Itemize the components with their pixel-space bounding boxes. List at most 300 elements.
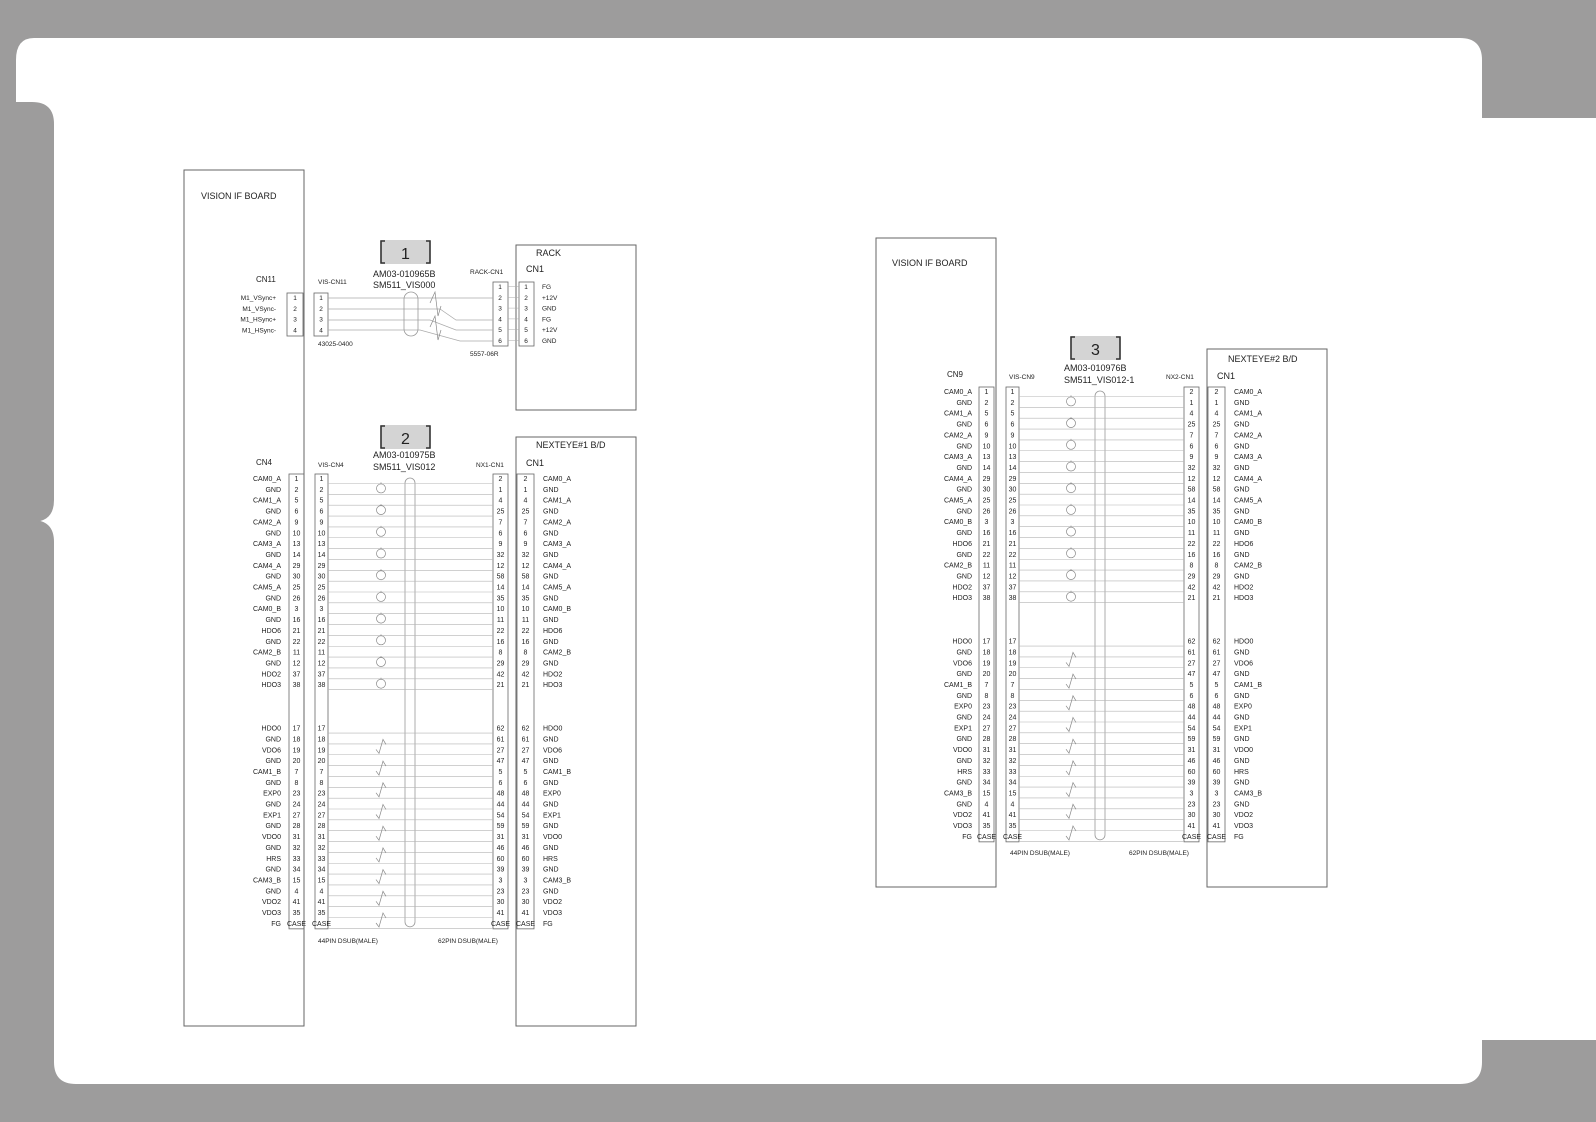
left-signal-label: GND — [265, 530, 281, 538]
left-signal-label: GND — [956, 573, 972, 581]
right-cable-pin-number: 59 — [496, 823, 505, 831]
right-signal-label: FG — [1234, 833, 1244, 841]
right-cable-pin-number: 27 — [496, 747, 505, 755]
left-cable-connector-label: VIS-CN11 — [318, 279, 347, 286]
right-signal-label: CAM5_A — [1234, 497, 1263, 505]
rack-cn1-signal-label: +12V — [542, 327, 558, 335]
cable-number: 3 — [1091, 342, 1100, 359]
right-signal-label: VDO0 — [543, 834, 563, 842]
left-signal-label: CAM4_A — [943, 475, 972, 483]
left-cable-pin-number: 29 — [1008, 475, 1017, 483]
left-pin-number: 5 — [294, 497, 299, 505]
left-pin-number: 41 — [982, 812, 991, 820]
left-cable-pin-number: 33 — [317, 855, 326, 863]
right-pin-number: 7 — [523, 519, 528, 527]
right-cable-pin-number: 14 — [1187, 497, 1196, 505]
left-pin-number: 29 — [292, 562, 301, 570]
right-signal-label: HDO6 — [543, 627, 563, 635]
right-pin-number: 12 — [521, 562, 530, 570]
left-cable-pin-number: 4 — [1010, 801, 1015, 809]
left-cable-pin-number: 3 — [1010, 519, 1015, 527]
right-cable-pin-number: 62 — [496, 725, 505, 733]
nexteye2-title: NEXTEYE#2 B/D — [1228, 354, 1298, 364]
right-signal-label: CAM0_A — [1234, 389, 1263, 396]
left-signal-label: GND — [265, 617, 281, 625]
cn11-signal-label: M1_VSync- — [242, 305, 276, 313]
right-pin-number: 60 — [1212, 768, 1221, 776]
right-cable-pin-number: 6 — [1189, 692, 1194, 700]
left-pin-number: 12 — [292, 660, 301, 668]
left-pin-number: 2 — [984, 399, 989, 407]
left-pin-number: 18 — [982, 649, 991, 657]
left-signal-label: CAM1_A — [943, 410, 972, 418]
right-pin-number: 3 — [1214, 790, 1219, 798]
right-signal-label: EXP1 — [543, 812, 561, 820]
left-signal-label: VDO6 — [261, 747, 281, 755]
left-pin-number: CASE — [976, 833, 997, 841]
left-signal-label: CAM3_A — [943, 454, 972, 462]
left-cable-pin-number: 41 — [1008, 812, 1017, 820]
right-signal-label: GND — [543, 736, 559, 744]
right-pin-number: 62 — [521, 725, 530, 733]
left-pin-number: 35 — [292, 910, 301, 917]
left-cable-pin-number: 8 — [1010, 692, 1015, 700]
left-cable-pin-number: 27 — [1008, 725, 1017, 733]
left-signal-label: CAM0_A — [252, 476, 281, 483]
right-pin-number: 58 — [521, 573, 530, 581]
left-pin-number: 24 — [982, 714, 991, 722]
left-signal-label: GND — [265, 486, 281, 494]
right-pin-number: 22 — [521, 627, 530, 635]
cn11-signal-label: M1_HSync- — [242, 327, 276, 335]
left-signal-label: CAM1_B — [252, 768, 281, 776]
left-signal-label: VDO0 — [952, 747, 972, 755]
rack-cn1-signal-label: +12V — [542, 294, 558, 302]
right-signal-label: EXP1 — [1234, 725, 1252, 733]
right-pin-number: 47 — [1212, 671, 1221, 679]
right-pin-number: 16 — [1212, 551, 1221, 559]
right-signal-label: GND — [543, 866, 559, 874]
left-cable-pin-number: 30 — [1008, 486, 1017, 494]
left-pin-number: 27 — [982, 725, 991, 733]
left-signal-label: GND — [265, 823, 281, 831]
left-signal-label: CAM3_A — [252, 541, 281, 549]
right-signal-label: GND — [1234, 530, 1250, 538]
right-signal-label: VDO0 — [1234, 747, 1254, 755]
left-pin-number: 41 — [292, 899, 301, 907]
left-cable-pin-number: 23 — [317, 790, 326, 798]
right-signal-label: CAM0_A — [543, 476, 572, 483]
right-signal-label: GND — [1234, 736, 1250, 744]
left-signal-label: CAM5_A — [943, 497, 972, 505]
right-pin-number: 9 — [523, 541, 528, 549]
rack-cn1-cable-pin-number: 6 — [498, 338, 502, 345]
right-signal-label: CAM2_A — [1234, 432, 1263, 440]
left-signal-label: EXP0 — [263, 790, 281, 798]
right-pin-number: 27 — [521, 747, 530, 755]
right-signal-label: GND — [543, 888, 559, 896]
left-pin-number: 22 — [982, 551, 991, 559]
left-cable-pin-number: 19 — [317, 747, 326, 755]
right-pin-number: 2 — [1214, 389, 1219, 396]
left-pin-number: 20 — [982, 671, 991, 679]
right-pin-number: 25 — [521, 508, 530, 516]
right-signal-label: GND — [1234, 421, 1250, 429]
right-pin-number: 23 — [521, 888, 530, 896]
right-signal-label: GND — [543, 486, 559, 494]
right-pin-number: 10 — [1212, 519, 1221, 527]
left-cable-pin-number: 21 — [317, 627, 326, 635]
left-cable-pin-number: 38 — [1008, 595, 1017, 603]
right-pin-number: 31 — [1212, 747, 1221, 755]
left-cable-connector-label: VIS-CN9 — [1009, 374, 1035, 381]
right-cable-pin-number: 7 — [498, 519, 503, 527]
left-pin-number: 10 — [982, 443, 991, 451]
right-cable-connector-label: NX2-CN1 — [1166, 374, 1194, 381]
left-cable-pin-number: 10 — [317, 530, 326, 538]
left-signal-label: GND — [265, 595, 281, 603]
board-title: VISION IF BOARD — [892, 258, 968, 268]
left-cable-pin-number: 34 — [317, 866, 326, 874]
right-signal-label: VDO2 — [543, 899, 563, 907]
cable-model: SM511_VIS000 — [373, 280, 436, 290]
right-signal-label: GND — [1234, 671, 1250, 679]
left-pin-number: 25 — [292, 584, 301, 592]
left-pin-number: 18 — [292, 736, 301, 744]
cable-model: SM511_VIS012-1 — [1064, 375, 1135, 385]
rack-connector-label: CN1 — [526, 264, 545, 274]
left-signal-label: GND — [265, 758, 281, 766]
right-cable-pin-number: 10 — [496, 606, 505, 614]
left-cable-pin-number: 35 — [1008, 823, 1017, 830]
right-signal-label: GND — [1234, 443, 1250, 451]
left-pin-number: 32 — [292, 844, 301, 852]
left-pin-number: 28 — [292, 823, 301, 831]
left-signal-label: CAM1_B — [943, 681, 972, 689]
left-pin-number: 30 — [982, 486, 991, 494]
left-signal-label: CAM3_B — [252, 877, 281, 885]
right-pin-number: 7 — [1214, 432, 1219, 440]
right-cable-pin-number: 39 — [496, 866, 505, 874]
left-signal-label: CAM2_A — [943, 432, 972, 440]
right-pin-number: CASE — [515, 920, 536, 928]
right-cable-pin-number: 10 — [1187, 519, 1196, 527]
left-cable-pin-number: 1 — [1010, 389, 1015, 396]
left-pin-number: CASE — [286, 920, 307, 928]
right-pin-number: 6 — [523, 530, 528, 538]
right-pin-number: 29 — [521, 660, 530, 668]
right-pin-number: 6 — [523, 779, 528, 787]
left-signal-label: VDO2 — [261, 899, 281, 907]
right-signal-label: HDO0 — [543, 725, 563, 733]
right-pin-number: 27 — [1212, 660, 1221, 668]
left-connector-label: CN11 — [256, 275, 276, 284]
left-pin-number: 31 — [982, 747, 991, 755]
left-cable-pin-number: 35 — [317, 910, 326, 917]
left-signal-label: GND — [265, 660, 281, 668]
right-pin-number: 41 — [1212, 823, 1221, 830]
right-pin-number: 46 — [521, 844, 530, 852]
left-cable-pin-number: 27 — [317, 812, 326, 820]
left-signal-label: GND — [265, 801, 281, 809]
right-pin-number: 4 — [1214, 410, 1219, 418]
right-pin-number: 35 — [1212, 508, 1221, 516]
left-pin-number: 19 — [292, 747, 301, 755]
right-pin-number: 54 — [521, 812, 530, 820]
vis-cn11-pin-number: 4 — [319, 327, 323, 335]
right-signal-label: GND — [543, 801, 559, 809]
left-signal-label: GND — [956, 649, 972, 657]
right-pin-number: 5 — [523, 768, 528, 776]
left-signal-label: VDO0 — [261, 834, 281, 842]
left-signal-label: EXP1 — [263, 812, 281, 820]
right-pin-number: 61 — [1212, 649, 1221, 657]
left-pin-number: 21 — [292, 627, 301, 635]
right-pin-number: 22 — [1212, 540, 1221, 548]
right-pin-number: 10 — [521, 606, 530, 614]
right-cable-pin-number: 6 — [498, 779, 503, 787]
left-cable-pin-number: 3 — [319, 606, 324, 614]
left-cable-pin-number: 5 — [319, 497, 324, 505]
rack-cn1-pin-number: 2 — [524, 294, 528, 302]
right-pin-number: 30 — [1212, 812, 1221, 820]
rack-cn1-pin-number: 3 — [524, 305, 528, 313]
right-signal-label: HDO0 — [1234, 638, 1254, 646]
rack-cn1-cable-pin-number: 1 — [498, 284, 502, 291]
left-cable-pin-number: 2 — [1010, 399, 1015, 407]
right-signal-label: HDO3 — [543, 682, 563, 690]
left-signal-label: HDO6 — [952, 540, 972, 548]
left-pin-number: 26 — [292, 595, 301, 603]
right-signal-label: GND — [1234, 399, 1250, 407]
rack-cn1-cable-pin-number: 2 — [498, 294, 502, 302]
right-signal-label: GND — [1234, 801, 1250, 809]
left-cable-pin-number: 15 — [1008, 790, 1017, 798]
right-pin-number: 62 — [1212, 638, 1221, 646]
right-pin-number: 47 — [521, 758, 530, 766]
left-cable-pin-number: 11 — [1008, 562, 1017, 570]
left-cable-pin-number: 4 — [319, 888, 324, 896]
right-cable-pin-number: 27 — [1187, 660, 1196, 668]
right-signal-label: HRS — [1234, 768, 1249, 776]
right-signal-label: GND — [543, 758, 559, 766]
cable-number: 1 — [401, 246, 410, 263]
left-cable-pin-number: CASE — [1002, 833, 1023, 841]
left-pin-number: 29 — [982, 475, 991, 483]
right-cable-pin-number: 46 — [496, 844, 505, 852]
right-signal-label: GND — [1234, 692, 1250, 700]
left-cable-pin-number: 19 — [1008, 660, 1017, 668]
right-cable-pin-number: 54 — [496, 812, 505, 820]
right-cable-pin-number: 6 — [498, 530, 503, 538]
right-cable-pin-number: 58 — [496, 573, 505, 581]
right-signal-label: GND — [543, 530, 559, 538]
left-signal-label: VDO6 — [952, 660, 972, 668]
left-pin-number: 4 — [294, 888, 299, 896]
right-signal-label: HDO2 — [1234, 584, 1254, 592]
right-cable-pin-number: CASE — [490, 920, 511, 928]
left-signal-label: GND — [956, 486, 972, 494]
right-cable-pin-number: 59 — [1187, 736, 1196, 744]
right-pin-number: 42 — [521, 671, 530, 679]
left-pin-number: 21 — [982, 540, 991, 548]
left-signal-label: EXP1 — [954, 725, 972, 733]
left-cable-pin-number: 6 — [1010, 421, 1015, 429]
left-pin-number: 6 — [294, 508, 299, 516]
left-cable-pin-number: 32 — [1008, 757, 1017, 765]
right-cable-pin-number: 21 — [1187, 595, 1196, 603]
right-pin-number: 48 — [1212, 703, 1221, 711]
left-pin-number: 14 — [292, 551, 301, 559]
right-signal-label: GND — [1234, 779, 1250, 787]
left-pin-number: 37 — [292, 671, 301, 679]
left-pin-number: 8 — [294, 779, 299, 787]
right-signal-label: CAM5_A — [543, 584, 572, 592]
right-cable-pin-number: 35 — [496, 595, 505, 603]
left-pin-number: 20 — [292, 758, 301, 766]
left-pin-number: 34 — [292, 866, 301, 874]
left-cable-pin-number: 16 — [1008, 530, 1017, 538]
left-cable-pin-number: 31 — [1008, 747, 1017, 755]
right-signal-label: HRS — [543, 855, 558, 863]
right-cable-pin-number: 23 — [496, 888, 505, 896]
right-pin-number: 61 — [521, 736, 530, 744]
right-signal-label: VDO6 — [1234, 660, 1254, 668]
right-cable-pin-number: 14 — [496, 584, 505, 592]
left-pin-number: 12 — [982, 573, 991, 581]
right-dsub-label: 62PIN DSUB(MALE) — [1129, 850, 1189, 857]
left-signal-label: EXP0 — [954, 703, 972, 711]
left-cable-pin-number: 10 — [1008, 443, 1017, 451]
left-signal-label: HDO3 — [952, 595, 972, 603]
cable-part-number: AM03-010975B — [373, 450, 436, 460]
right-signal-label: GND — [543, 844, 559, 852]
right-pin-number: 23 — [1212, 801, 1221, 809]
right-cable-pin-number: 47 — [1187, 671, 1196, 679]
right-cable-pin-number: 5 — [1189, 681, 1194, 689]
left-pin-number: 2 — [294, 486, 299, 494]
right-cable-pin-number: 31 — [1187, 747, 1196, 755]
left-pin-number: 19 — [982, 660, 991, 668]
left-pin-number: 3 — [294, 606, 299, 614]
cable-part-number: AM03-010976B — [1064, 363, 1127, 373]
rack-cn1-pin-number: 6 — [524, 338, 528, 345]
right-pin-number: 5 — [1214, 681, 1219, 689]
left-cable-pin-number: 29 — [317, 562, 326, 570]
left-pin-number: 33 — [292, 855, 301, 863]
right-cable-pin-number: 39 — [1187, 779, 1196, 787]
right-signal-label: CAM2_B — [1234, 562, 1263, 570]
left-pin-number: 9 — [984, 432, 989, 440]
right-pin-number: 3 — [523, 877, 528, 885]
right-pin-number: 2 — [523, 476, 528, 483]
vis-cn11-pin-number: 3 — [319, 316, 323, 324]
right-cable-pin-number: 12 — [496, 562, 505, 570]
right-pin-number: 42 — [1212, 584, 1221, 592]
right-signal-label: VDO3 — [543, 910, 563, 917]
left-pin-number: 17 — [982, 638, 991, 646]
left-dsub-label: 44PIN DSUB(MALE) — [318, 938, 378, 945]
right-pin-number: 14 — [521, 584, 530, 592]
right-cable-pin-number: 22 — [496, 627, 505, 635]
left-cable-pin-number: 20 — [1008, 671, 1017, 679]
right-cable-pin-number: 41 — [496, 910, 505, 917]
right-cable-pin-number: 42 — [1187, 584, 1196, 592]
cn11-pin-number: 3 — [293, 316, 297, 324]
left-signal-label: VDO3 — [952, 823, 972, 830]
right-signal-label: GND — [1234, 508, 1250, 516]
left-pin-number: 13 — [982, 454, 991, 462]
left-signal-label: GND — [265, 779, 281, 787]
left-pin-number: 5 — [984, 410, 989, 418]
right-cable-pin-number: 4 — [1189, 410, 1194, 418]
right-signal-label: HDO6 — [1234, 540, 1254, 548]
left-cable-pin-number: 15 — [317, 877, 326, 885]
left-signal-label: HRS — [957, 768, 972, 776]
left-pin-number: 3 — [984, 519, 989, 527]
right-signal-label: GND — [543, 551, 559, 559]
right-signal-label: EXP0 — [543, 790, 561, 798]
right-pin-number: 25 — [1212, 421, 1221, 429]
right-pin-number: 9 — [1214, 454, 1219, 462]
right-pin-number: 30 — [521, 899, 530, 907]
left-cable-pin-number: 16 — [317, 617, 326, 625]
board-title: VISION IF BOARD — [201, 191, 277, 201]
left-pin-number: 27 — [292, 812, 301, 820]
left-signal-label: HDO6 — [261, 627, 281, 635]
right-signal-label: CAM4_A — [543, 562, 572, 570]
left-cable-pin-number: 23 — [1008, 703, 1017, 711]
left-cable-pin-number: 5 — [1010, 410, 1015, 418]
right-signal-label: GND — [1234, 551, 1250, 559]
left-cable-pin-number: 12 — [1008, 573, 1017, 581]
left-cable-pin-number: 41 — [317, 899, 326, 907]
right-signal-label: HDO3 — [1234, 595, 1254, 603]
right-cable-pin-number: 44 — [496, 801, 505, 809]
right-cable-pin-number: 11 — [496, 617, 505, 625]
right-cable-pin-number: 29 — [496, 660, 505, 668]
left-signal-label: GND — [956, 443, 972, 451]
left-cable-pin-number: 33 — [1008, 768, 1017, 776]
right-cable-pin-number: CASE — [1181, 833, 1202, 841]
right-cable-connector-label: NX1-CN1 — [476, 462, 504, 469]
left-signal-label: CAM1_A — [252, 497, 281, 505]
left-signal-label: GND — [956, 736, 972, 744]
left-connector-label: CN4 — [256, 458, 273, 467]
left-cable-pin-number: 38 — [317, 682, 326, 690]
left-cable-pin-number: 7 — [1010, 681, 1015, 689]
left-signal-label: HRS — [266, 855, 281, 863]
right-signal-label: VDO3 — [1234, 823, 1254, 830]
right-cable-pin-number: 22 — [1187, 540, 1196, 548]
right-pin-number: 54 — [1212, 725, 1221, 733]
right-cable-pin-number: 8 — [498, 649, 503, 657]
left-connector-label: CN9 — [947, 370, 964, 379]
right-pin-number: 8 — [523, 649, 528, 657]
right-signal-label: GND — [1234, 714, 1250, 722]
right-cable-pin-number: 29 — [1187, 573, 1196, 581]
left-cable-pin-number: 17 — [1008, 638, 1017, 646]
right-pin-number: 35 — [521, 595, 530, 603]
left-signal-label: CAM0_B — [252, 606, 281, 614]
right-cable-pin-number: 4 — [498, 497, 503, 505]
right-signal-label: CAM2_A — [543, 519, 572, 527]
left-pin-number: 16 — [982, 530, 991, 538]
right-signal-label: GND — [543, 638, 559, 646]
cn11-pin-number: 2 — [293, 305, 297, 313]
left-signal-label: VDO3 — [261, 910, 281, 917]
left-cable-pin-number: 34 — [1008, 779, 1017, 787]
